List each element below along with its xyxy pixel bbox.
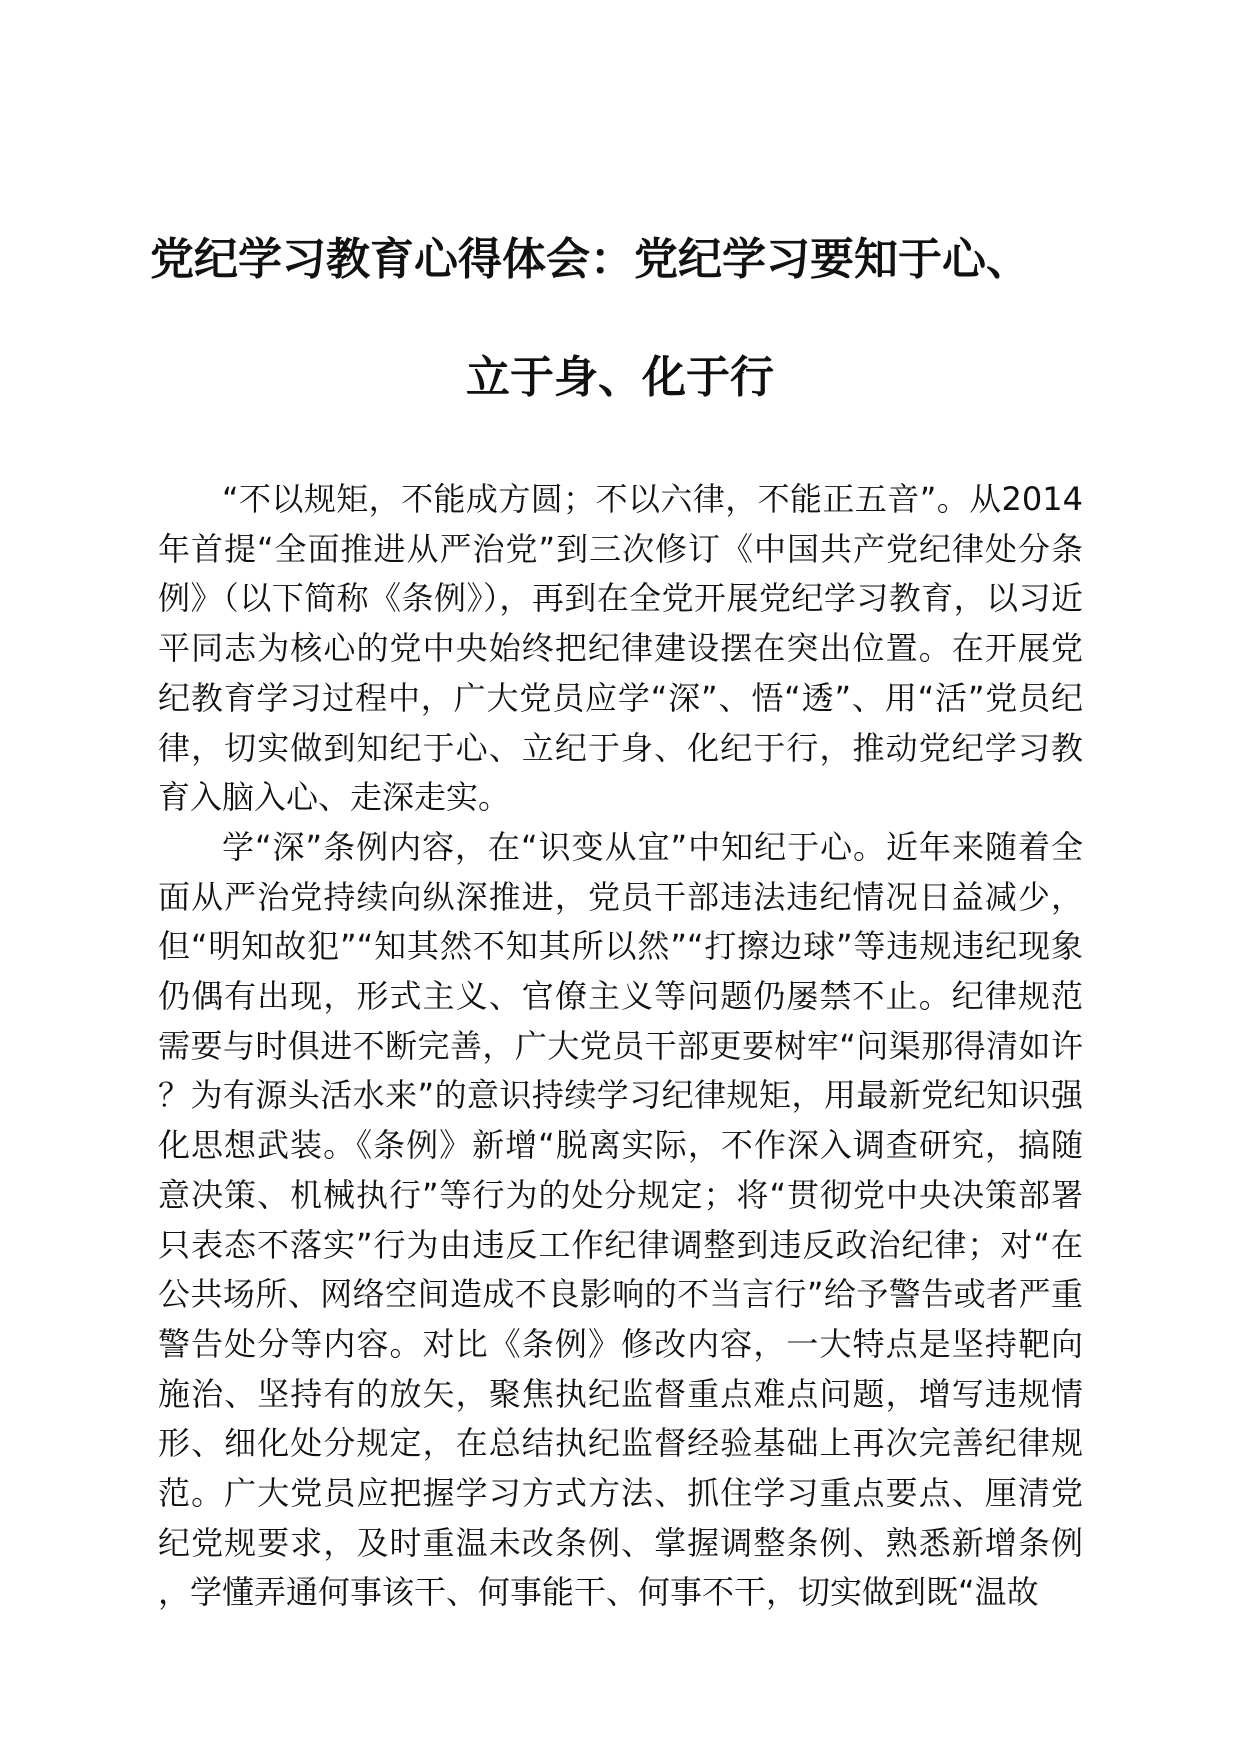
document-title-line-1: 党纪学习教育心得体会：党纪学习要知于心、 [150, 234, 1030, 285]
document-title-line-2: 立于身、化于行 [466, 352, 774, 403]
body-paragraph: “不以规矩，不能成方圆；不以六律，不能正五音”。从2014年首提“全面推进从严治党”到三次修订《中国共产党纪律处分条例》（以下简称《条例》），再到在全党开展党纪学习教育，以习近平同志为核心的党中央始终把纪律建设摆在突出位置。在开展党纪教育学习过程中，广大党员应学“深”、悟“透”、用“活”党员纪律，切实做到知纪于心、立纪于身、化纪于行，推动党纪学习教育入脑入心、走深走实。 [158, 480, 1083, 817]
document-body [158, 475, 1083, 1618]
body-paragraph: 学“深”条例内容，在“识变从宜”中知纪于心。近年来随着全面从严治党持续向纵深推进，党员干部违法违纪情况日益减少，但“明知故犯”“知其然不知其所以然”“打擦边球”等违规违纪现象仍偶有出现，形式主义、官僚主义等问题仍屡禁不止。纪律规范需要与时俱进不断完善，广大党员干部更要树牢“问渠那得清如许？为有源头活水来”的意识持续学习纪律规矩，用最新党纪知识强化思想武装。《条例》新增“脱离实际，不作深入调查研究，搞随意决策、机械执行”等行为的处分规定；将“贯彻党中央决策部署只表态不落实”行为由违反工作纪律调整到违反政治纪律；对“在公共场所、网络空间造成不良影响的不当言行”给予警告或者严重警告处分等内容。对比《条例》修改内容，一大特点是坚持靶向施治、坚持有的放矢，聚焦执纪监督重点难点问题，增写违规情形、细化处分规定，在总结执纪监督经验基础上再次完善纪律规范。广大党员应把握学习方式方法、抓住学习重点要点、厘清党纪党规要求，及时重温未改条例、掌握调整条例、熟悉新增条例，学懂弄通何事该干、何事能干、何事不干，切实做到既“温故 [158, 827, 1083, 1612]
